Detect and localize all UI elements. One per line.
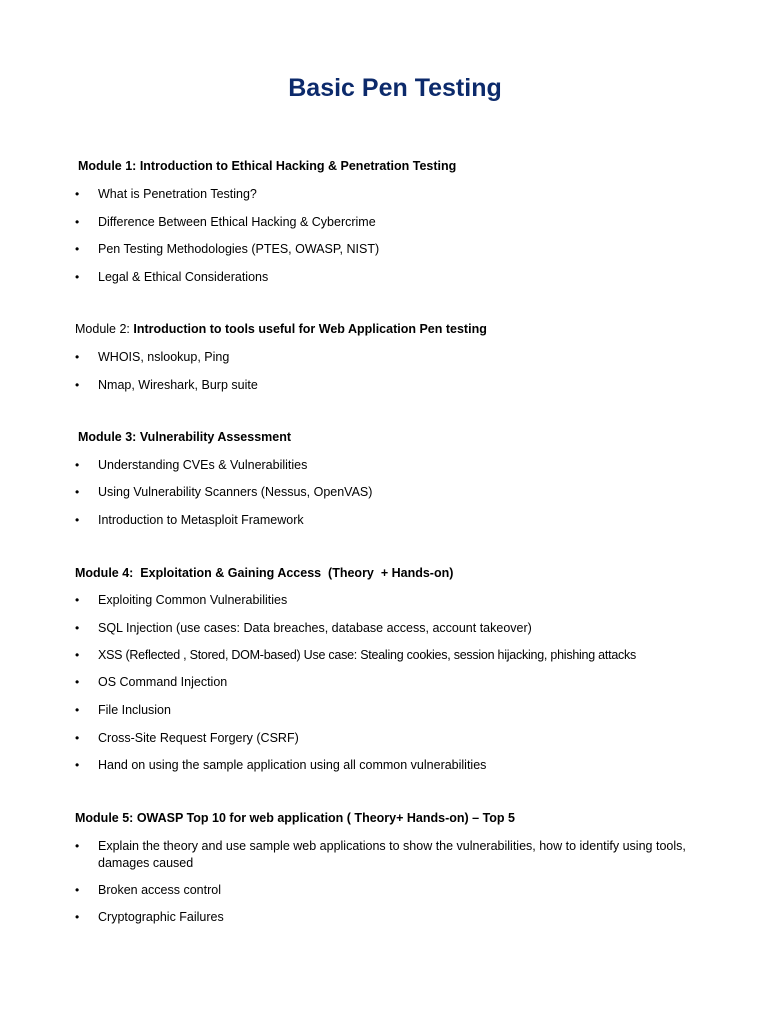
list-item [75,349,715,366]
module-5-prefix: Module 5: [75,811,137,825]
page-title: Basic Pen Testing [288,74,502,102]
bullet-icon: • [75,621,80,635]
bullet-icon: • [75,270,80,284]
bullet-icon: • [75,513,80,527]
list-item [75,674,715,691]
list-item [75,702,715,719]
bullet-icon: • [75,378,80,392]
module-1-heading [78,158,456,174]
module-2-prefix: Module 2: [75,322,134,336]
list-item-text: Explain the theory and use sample web applications to show the vulnerabilities, how to identify using tools, damages caused [98,839,686,870]
bullet-icon: • [75,883,80,897]
list-item [75,882,715,899]
list-item-text: What is Penetration Testing? [98,187,257,201]
list-item [75,620,715,637]
bullet-icon: • [75,215,80,229]
bullet-icon: • [75,648,80,662]
list-item [75,838,715,871]
list-item [75,909,715,926]
list-item-text: Exploiting Common Vulnerabilities [98,593,288,607]
bullet-icon: • [75,731,80,745]
list-item-text: Understanding CVEs & Vulnerabilities [98,458,308,472]
list-item [75,592,715,609]
module-4-heading [75,565,453,581]
list-item [75,730,715,747]
list-item [75,512,715,529]
module-1-prefix: Module 1: [78,159,140,173]
list-item [75,457,715,474]
list-item-text: Using Vulnerability Scanners (Nessus, OpenVAS) [98,485,373,499]
list-item-text: WHOIS, nslookup, Ping [98,350,230,364]
module-3-prefix: Module 3: [78,430,140,444]
list-item-text: Pen Testing Methodologies (PTES, OWASP, NIST) [98,242,380,256]
list-item-text: XSS (Reflected , Stored, DOM-based) Use case: Stealing cookies, session hijacking, phishing attacks [98,648,637,662]
bullet-icon: • [75,839,80,853]
module-5-heading [75,810,515,826]
bullet-icon: • [75,242,80,256]
list-item [75,647,735,664]
module-2-heading [75,321,487,337]
bullet-icon: • [75,187,80,201]
bullet-icon: • [75,910,80,924]
list-item [75,269,715,286]
list-item [75,377,715,394]
bullet-icon: • [75,675,80,689]
list-item-text: Nmap, Wireshark, Burp suite [98,378,258,392]
module-3-heading [78,429,291,445]
list-item [75,214,715,231]
module-1-title: Introduction to Ethical Hacking & Penetration Testing [139,159,457,173]
list-item-text: Broken access control [98,883,221,897]
module-4-title: Exploitation & Gaining Access (Theory + Hands-on) [140,566,454,580]
list-item-text: Cross-Site Request Forgery (CSRF) [98,731,299,745]
bullet-icon: • [75,458,80,472]
list-item-text: Difference Between Ethical Hacking & Cybercrime [98,215,376,229]
bullet-icon: • [75,703,80,717]
module-5-title: OWASP Top 10 for web application ( Theory+ Hands-on) – Top 5 [136,811,515,825]
list-item-text: Hand on using the sample application using all common vulnerabilities [98,758,487,772]
list-item-text: SQL Injection (use cases: Data breaches, database access, account takeover) [98,621,532,635]
list-item [75,757,715,774]
bullet-icon: • [75,593,80,607]
list-item-text: File Inclusion [98,703,171,717]
list-item-text: Legal & Ethical Considerations [98,270,269,284]
list-item-text: Cryptographic Failures [98,910,224,924]
bullet-icon: • [75,485,80,499]
list-item-text: Introduction to Metasploit Framework [98,513,304,527]
bullet-icon: • [75,350,80,364]
list-item [75,186,715,203]
module-2-title: Introduction to tools useful for Web Application Pen testing [133,322,487,336]
list-item-text: OS Command Injection [98,675,228,689]
list-item [75,484,715,501]
bullet-icon: • [75,758,80,772]
list-item [75,241,715,258]
module-4-prefix: Module 4: [75,566,141,580]
module-3-title: Vulnerability Assessment [139,430,292,444]
